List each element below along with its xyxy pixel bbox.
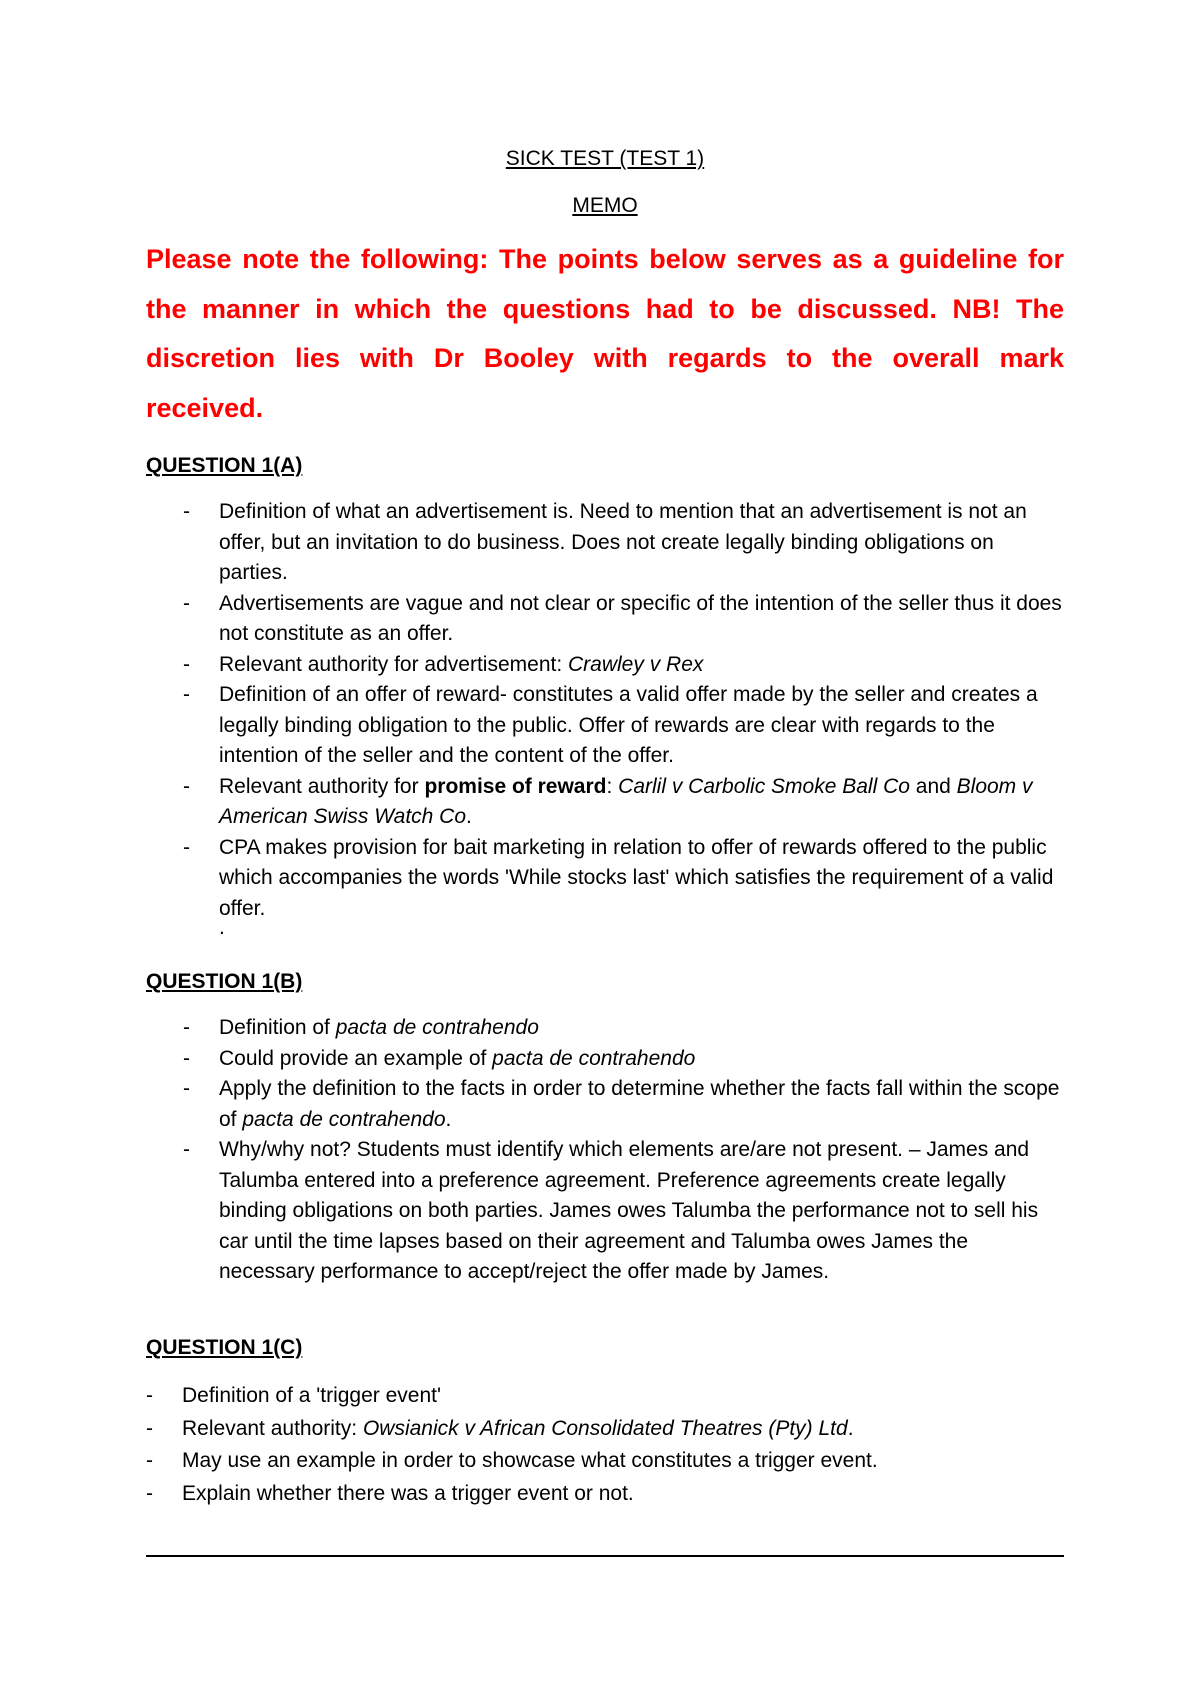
item-text: Relevant authority for xyxy=(219,774,425,798)
item-text: : xyxy=(606,774,619,798)
list-item xyxy=(146,772,1064,833)
bullet-dash: - xyxy=(183,1046,190,1070)
bullet-dash: - xyxy=(183,683,190,706)
horizontal-rule xyxy=(146,1555,1064,1557)
item-text: Definition of what an advertisement is. Need to mention that an advertisement is not an offer, but an invitation to do business. Does not create legally binding obligations on parties. xyxy=(219,500,1027,584)
item-text: Apply the definition to the facts in order to determine whether the facts fall within the scope of xyxy=(219,1077,1060,1131)
bullet-dash: - xyxy=(183,652,190,676)
item-text: Relevant authority: xyxy=(182,1416,363,1440)
guideline-notice: Please note the following: The points below serves as a guideline for the manner in which the questions had to be discussed. NB! The discretion lies with Dr Booley with regards to the overall mark received. xyxy=(146,244,1064,423)
list-item xyxy=(146,1135,1064,1288)
bullet-dash: - xyxy=(146,1449,153,1472)
item-text: Could provide an example of xyxy=(219,1046,493,1070)
bullet-dash: - xyxy=(146,1384,153,1407)
bullet-dash: - xyxy=(183,774,190,798)
list-item xyxy=(146,1044,1064,1075)
case-name: Bloom v American Swiss Watch Co xyxy=(219,774,1033,828)
list-item xyxy=(146,1478,1064,1511)
latin-term: pacta de contrahendo xyxy=(492,1046,696,1070)
bullet-dash: - xyxy=(183,1016,190,1039)
bullet-dash: - xyxy=(183,591,190,615)
item-text: . xyxy=(445,1107,452,1131)
item-text: CPA makes provision for bait marketing in relation to offer of rewards offered to the public which accompanies the words 'While stocks last' which satisfies the requirement of a valid offer. xyxy=(219,835,1054,920)
item-text: Definition of an offer of reward- constitutes a valid offer made by the seller and creates a legally binding obligation to the public. Offer of rewards are clear with regards to the intention of the seller and the content of the offer. xyxy=(219,683,1038,767)
item-text: . xyxy=(466,805,472,828)
list-item xyxy=(146,1380,1064,1413)
bullet-dash: - xyxy=(183,1138,190,1161)
item-text: Why/why not? Students must identify which elements are/are not present. – James and Talumba entered into a preference agreement. Preference agreements create legally binding obligations on both parties. James owes Talumba the performance not to sell his car until the time lapses based on their agreement and Talumba owes James the necessary performance to accept/reject the offer made by James. xyxy=(219,1138,1039,1283)
item-text: Definition of a 'trigger event' xyxy=(182,1384,441,1407)
item-text: Definition of xyxy=(219,1016,336,1039)
case-name: Carlil v Carbolic Smoke Ball Co xyxy=(618,774,910,798)
list-item xyxy=(146,497,1064,589)
bullet-dash: - xyxy=(183,835,190,859)
bullet-dash: - xyxy=(183,500,190,523)
list-item xyxy=(146,1413,1064,1446)
question-1b-heading: QUESTION 1(B) xyxy=(146,970,303,993)
list-item xyxy=(146,1013,1064,1044)
item-text: and xyxy=(909,774,957,798)
trailing-period: . xyxy=(219,916,225,939)
question-1a-list xyxy=(146,497,1064,924)
item-text: Explain whether there was a trigger event or not. xyxy=(182,1481,634,1505)
item-text: . xyxy=(847,1416,854,1440)
list-item xyxy=(146,1074,1064,1135)
list-item xyxy=(146,1445,1064,1478)
document-subtitle: MEMO xyxy=(572,194,638,217)
list-item xyxy=(146,680,1064,772)
latin-term: pacta de contrahendo xyxy=(335,1016,539,1039)
question-1c-heading: QUESTION 1(C) xyxy=(146,1336,303,1359)
case-name: Owsianick v African Consolidated Theatres (Pty) Ltd xyxy=(362,1416,848,1440)
item-text: May use an example in order to showcase what constitutes a trigger event. xyxy=(182,1449,878,1472)
item-text: Relevant authority for advertisement: xyxy=(219,652,569,676)
item-text: Advertisements are vague and not clear or specific of the intention of the seller thus it does not constitute as an offer. xyxy=(219,591,1062,645)
document-title: SICK TEST (TEST 1) xyxy=(505,147,705,170)
bullet-dash: - xyxy=(146,1481,153,1505)
list-item xyxy=(146,833,1064,925)
question-1a-heading: QUESTION 1(A) xyxy=(146,454,303,477)
list-item xyxy=(146,589,1064,650)
bullet-dash: - xyxy=(183,1077,190,1100)
question-1c-list xyxy=(146,1380,1064,1510)
bullet-dash: - xyxy=(146,1416,153,1440)
bold-term: promise of reward xyxy=(424,774,607,798)
question-1b-list xyxy=(146,1013,1064,1288)
list-item xyxy=(146,650,1064,681)
latin-term: pacta de contrahendo xyxy=(242,1107,446,1131)
case-name: Crawley v Rex xyxy=(568,652,704,676)
